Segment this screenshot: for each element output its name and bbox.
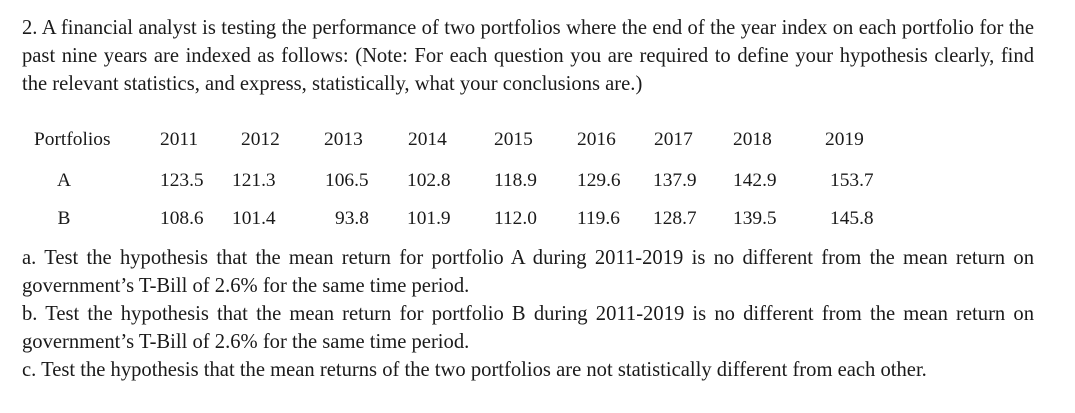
problem-intro: 2. A financial analyst is testing the performance of two portfolios where the end of the year index on each portfolio for the past nine years are indexed as follows: (Note: For each question you are required to define your hypothesis clearly, find the relevant statistics, and express, statistically, what your conclusions are.) [22,17,1034,95]
question-c: c. Test the hypothesis that the mean returns of the two portfolios are not statistically different from each other. [22,359,927,381]
year-header: 2014 [408,129,447,150]
table-cell: 93.8 [335,208,369,229]
year-header: 2016 [577,129,616,150]
question-b: b. Test the hypothesis that the mean return for portfolio B during 2011-2019 is no different from the mean return on government’s T-Bill of 2.6% for the same time period. [22,303,1034,353]
table-cell: 101.4 [232,208,276,229]
table-cell: 145.8 [830,208,874,229]
table-header-label: Portfolios [34,129,111,150]
table-cell: 121.3 [232,170,276,191]
year-header: 2015 [494,129,533,150]
table-cell: 129.6 [577,170,621,191]
row-label-a: A [56,170,72,191]
table-cell: 101.9 [407,208,451,229]
row-label-b: B [57,208,71,229]
table-cell: 142.9 [733,170,777,191]
year-header: 2011 [160,129,199,150]
year-header: 2013 [324,129,363,150]
table-cell: 106.5 [325,170,369,191]
table-cell: 102.8 [407,170,451,191]
table-cell: 153.7 [830,170,874,191]
table-cell: 139.5 [733,208,777,229]
year-header: 2019 [825,129,864,150]
table-cell: 108.6 [160,208,204,229]
table-cell: 112.0 [494,208,537,229]
year-header: 2017 [654,129,693,150]
table-cell: 123.5 [160,170,204,191]
table-cell: 119.6 [577,208,620,229]
table-cell: 128.7 [653,208,697,229]
year-header: 2012 [241,129,280,150]
year-header: 2018 [733,129,772,150]
table-cell: 118.9 [494,170,537,191]
question-a: a. Test the hypothesis that the mean return for portfolio A during 2011-2019 is no different from the mean return on government’s T-Bill of 2.6% for the same time period. [22,247,1034,297]
table-cell: 137.9 [653,170,697,191]
